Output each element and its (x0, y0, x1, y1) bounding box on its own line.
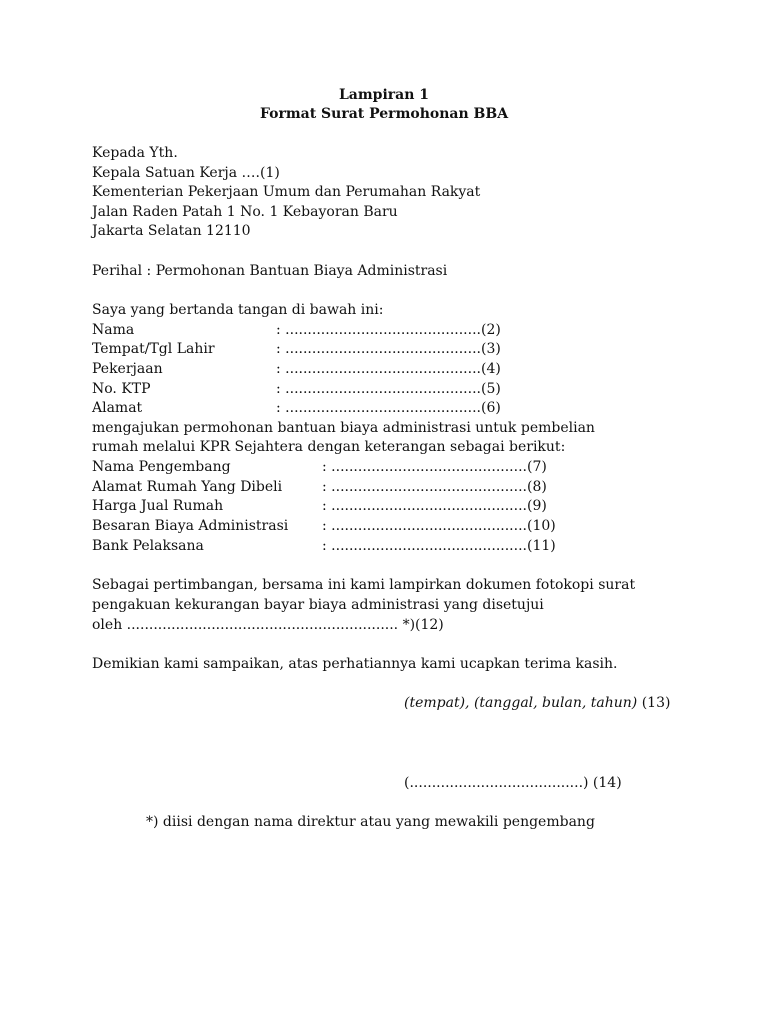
recipient-line: Kementerian Pekerjaan Umum dan Perumahan Rakyat (92, 184, 481, 200)
field-value: : ............................................(7) (322, 459, 547, 475)
field-label: Nama Pengembang (92, 459, 231, 475)
field-label: Alamat Rumah Yang Dibeli (92, 479, 283, 495)
place-date-number: (13) (637, 695, 671, 711)
field-value: : ............................................(8) (322, 479, 547, 495)
consideration-line: oleh ............................................................. *)(12) (92, 617, 444, 633)
request-line: mengajukan permohonan bantuan biaya administrasi untuk pembelian (92, 420, 595, 436)
field-value: : ............................................(4) (276, 361, 501, 377)
place-date (404, 694, 670, 713)
field-value: : ............................................(9) (322, 498, 547, 514)
request-line: rumah melalui KPR Sejahtera dengan keterangan sebagai berikut: (92, 439, 566, 455)
field-label: No. KTP (92, 381, 151, 397)
consideration-line: pengakuan kekurangan bayar biaya administrasi yang disetujui (92, 597, 544, 613)
signature-line: (.......................................) (14) (404, 775, 622, 791)
place-date-text: (tempat), (tanggal, bulan, tahun) (404, 695, 638, 711)
field-value: : ............................................(2) (276, 322, 501, 338)
field-label: Alamat (92, 400, 143, 416)
footnote: *) diisi dengan nama direktur atau yang mewakili pengembang (146, 814, 595, 830)
consideration-line: Sebagai pertimbangan, bersama ini kami lampirkan dokumen fotokopi surat (92, 577, 636, 593)
recipient-line: Jakarta Selatan 12110 (92, 223, 251, 239)
recipient-line: Jalan Raden Patah 1 No. 1 Kebayoran Baru (92, 204, 398, 220)
field-value: : ............................................(3) (276, 341, 501, 357)
intro-line: Saya yang bertanda tangan di bawah ini: (92, 302, 384, 318)
page-title: Lampiran 1 (338, 87, 430, 103)
field-label: Tempat/Tgl Lahir (92, 341, 215, 357)
closing-line: Demikian kami sampaikan, atas perhatiannya kami ucapkan terima kasih. (92, 656, 618, 672)
field-label: Nama (92, 322, 135, 338)
recipient-line: Kepada Yth. (92, 145, 178, 161)
subject-line: Perihal : Permohonan Bantuan Biaya Administrasi (92, 263, 448, 279)
field-label: Harga Jual Rumah (92, 498, 224, 514)
field-label: Besaran Biaya Administrasi (92, 518, 289, 534)
field-value: : ............................................(10) (322, 518, 556, 534)
field-value: : ............................................(5) (276, 381, 501, 397)
field-value: : ............................................(11) (322, 538, 556, 554)
page-subtitle: Format Surat Permohonan BBA (259, 106, 509, 122)
recipient-line: Kepala Satuan Kerja ….(1) (92, 165, 280, 181)
field-label: Bank Pelaksana (92, 538, 204, 554)
field-value: : ............................................(6) (276, 400, 501, 416)
field-label: Pekerjaan (92, 361, 163, 377)
